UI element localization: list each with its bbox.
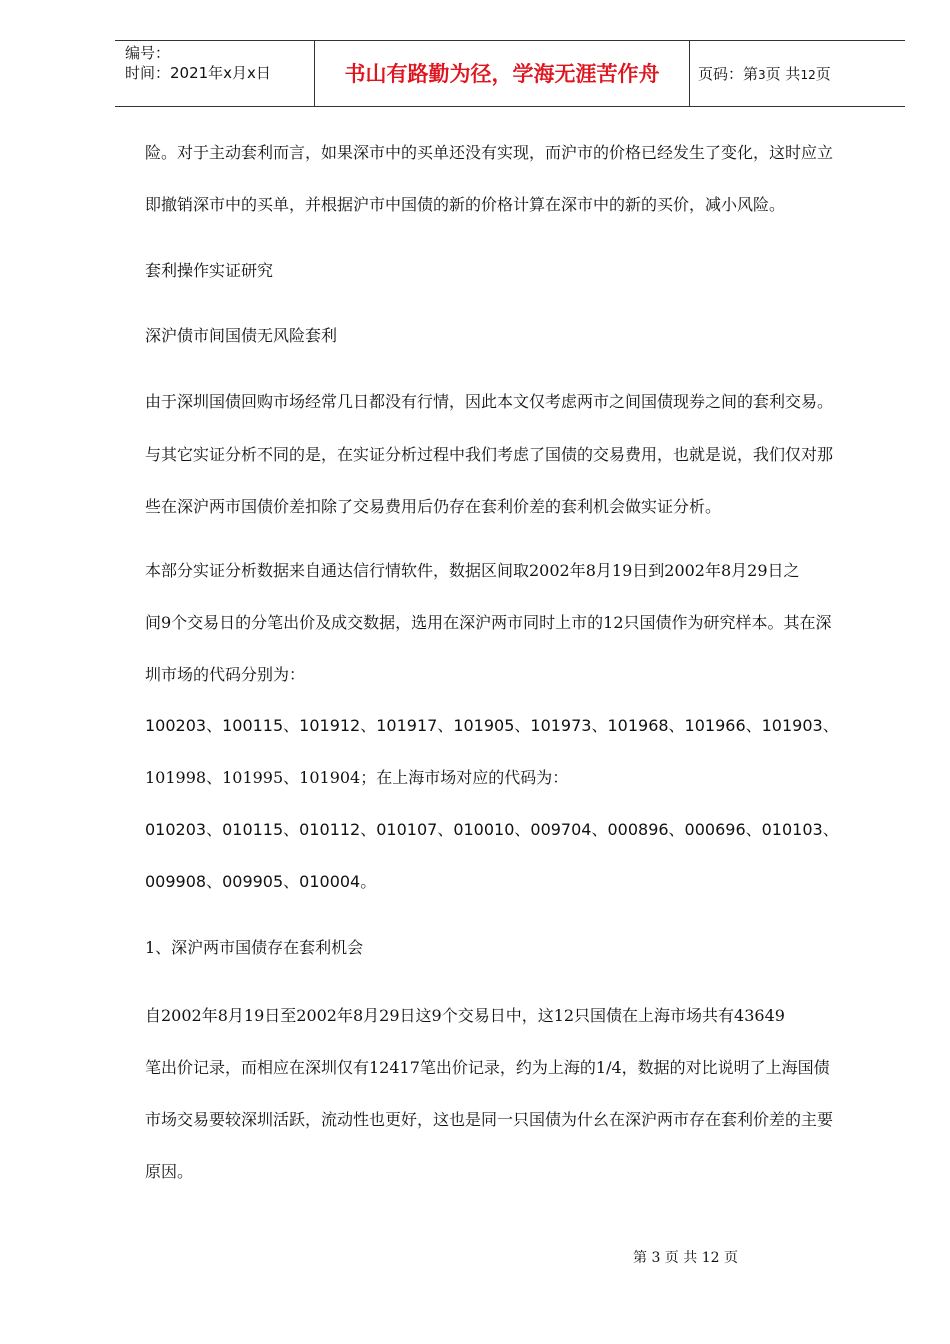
body-line: 自2002年8月19日至2002年8月29日这9个交易日中，这12只国债在上海市场共有43649 <box>145 1006 785 1025</box>
body-line: 本部分实证分析数据来自通达信行情软件，数据区间取2002年8月19日到2002年8月29日之 <box>145 561 800 580</box>
page-label-pre: 页码：第 <box>698 65 759 83</box>
page-label-mid: 页 共 <box>765 65 801 83</box>
section-heading: 深沪债市间国债无风险套利 <box>145 326 338 345</box>
page-header <box>115 40 905 107</box>
body-line: 间9个交易日的分笔出价及成交数据，选用在深沪两市同时上市的12只国债作为研究样本。其在深 <box>145 613 832 632</box>
page-current: 3 <box>758 68 766 82</box>
code-list-line: 100203、100115、101912、101917、101905、101973、101968、101966、101903、 <box>145 716 839 735</box>
body-line: 与其它实证分析不同的是，在实证分析过程中我们考虑了国债的交易费用，也就是说，我们仅对那 <box>145 445 834 464</box>
body-line: 由于深圳国债回购市场经常几日都没有行情，因此本文仅考虑两市之间国债现券之间的套利交易。 <box>145 392 834 411</box>
body-line: 些在深沪两市国债价差扣除了交易费用后仍存在套利价差的套利机会做实证分析。 <box>145 497 722 516</box>
section-heading: 1、深沪两市国债存在套利机会 <box>145 938 364 957</box>
body-line: 笔出价记录，而相应在深圳仅有12417笔出价记录，约为上海的1/4，数据的对比说明了上海国债 <box>145 1058 830 1077</box>
body-line: 即撤销深市中的买单，并根据沪市中国债的新的价格计算在深市中的新的买价，减小风险。 <box>145 195 786 214</box>
section-heading: 套利操作实证研究 <box>145 261 274 280</box>
header-motto: 书山有路勤为径，学海无涯苦作舟 <box>315 41 690 107</box>
body-line: 圳市场的代码分别为： <box>145 665 306 684</box>
header-meta <box>115 41 315 107</box>
number-label: 编号： <box>125 44 171 62</box>
header-page-number <box>690 41 905 107</box>
code-list-line: 009908、009905、010004。 <box>145 872 377 891</box>
page-footer: 第 3 页 共 12 页 <box>633 1250 738 1266</box>
page-total: 12 <box>800 68 816 82</box>
page-label-post: 页 <box>815 65 831 83</box>
body-line: 险。对于主动套利而言，如果深市中的买单还没有实现，而沪市的价格已经发生了变化，这时应立 <box>145 143 834 162</box>
code-list-line: 010203、010115、010112、010107、010010、009704、000896、000696、010103、 <box>145 820 839 839</box>
body-line: 市场交易要较深圳活跃，流动性也更好，这也是同一只国债为什幺在深沪两市存在套利价差的主要 <box>145 1110 834 1129</box>
body-line: 原因。 <box>145 1162 194 1181</box>
time-label: 时间：2021年x月x日 <box>125 64 271 82</box>
code-list-line: 101998、101995、101904；在上海市场对应的代码为： <box>145 768 569 787</box>
